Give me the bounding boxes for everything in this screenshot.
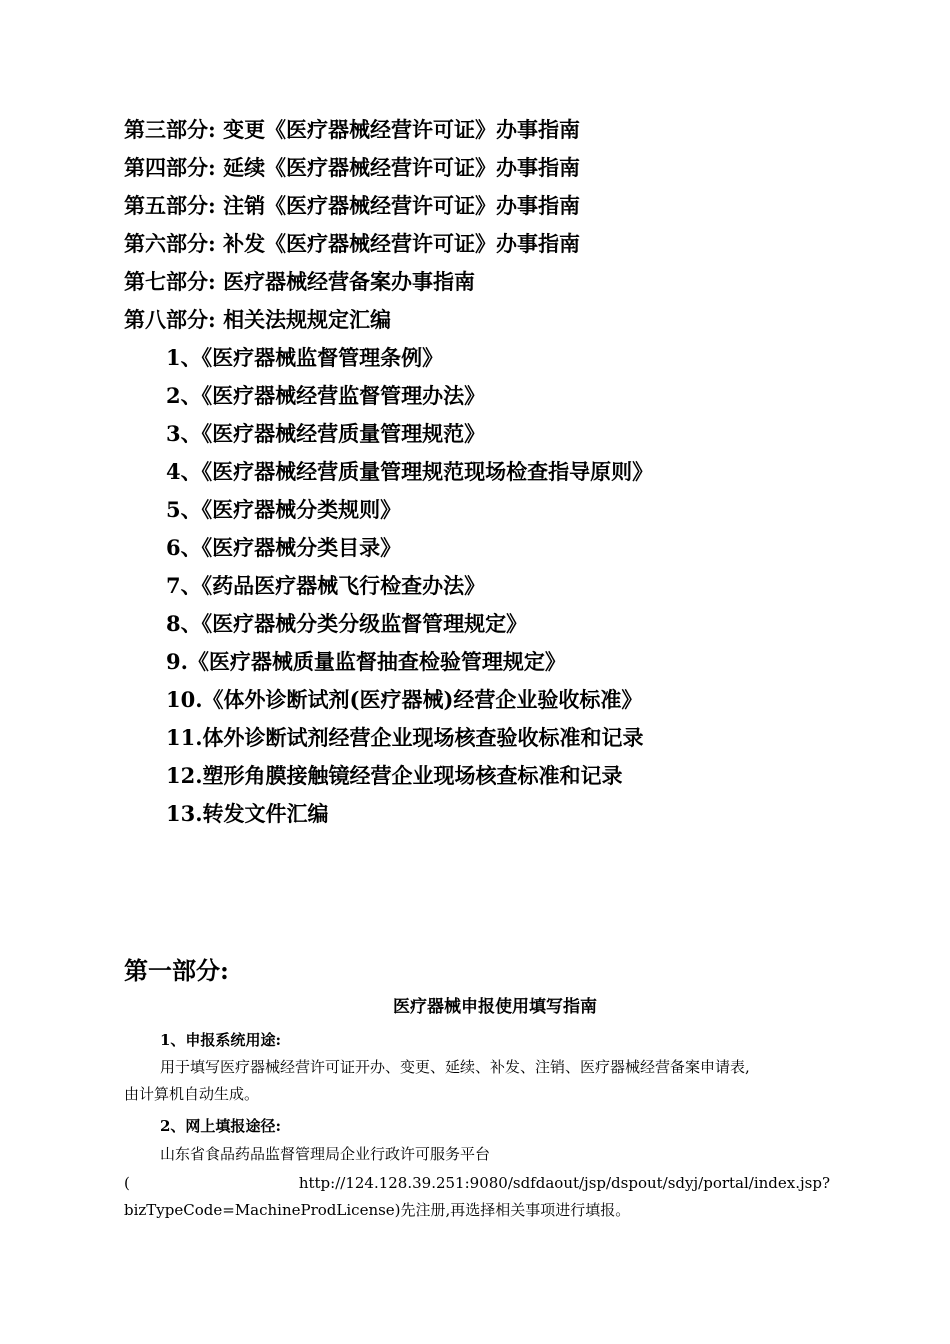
regulation-item-9: 9.《医疗器械质量监督抽查检验管理规定》 [166,649,566,674]
regulation-item-4: 4、《医疗器械经营质量管理规范现场检查指导原则》 [166,459,654,484]
section-heading: 第一部分: [124,956,229,985]
regulation-item-12: 12.塑形角膜接触镜经营企业现场核查标准和记录 [166,763,623,788]
toc-part-4: 第四部分: 延续《医疗器械经营许可证》办事指南 [124,155,581,180]
url-open-paren: ( [124,1174,130,1192]
regulation-item-6: 6、《医疗器械分类目录》 [166,535,402,560]
purpose-line-2: 由计算机自动生成。 [124,1085,260,1103]
regulation-item-11: 11.体外诊断试剂经营企业现场核查验收标准和记录 [166,725,644,750]
guide-title: 医疗器械申报使用填写指南 [393,997,597,1017]
toc-part-6: 第六部分: 补发《医疗器械经营许可证》办事指南 [124,231,581,256]
regulation-item-3: 3、《医疗器械经营质量管理规范》 [166,421,486,446]
regulation-item-1: 1、《医疗器械监督管理条例》 [166,345,444,370]
regulation-item-13: 13.转发文件汇编 [166,801,329,826]
regulation-item-10: 10.《体外诊断试剂(医疗器械)经营企业验收标准》 [166,687,643,712]
toc-part-7: 第七部分: 医疗器械经营备案办事指南 [124,269,476,294]
platform-url: http://124.128.39.251:9080/sdfdaout/jsp/dspout/sdyj/portal/index.jsp? [298,1174,830,1192]
online-heading: 2、网上填报途径: [160,1117,281,1135]
toc-part-5: 第五部分: 注销《医疗器械经营许可证》办事指南 [124,193,581,218]
toc-part-3: 第三部分: 变更《医疗器械经营许可证》办事指南 [124,117,581,142]
regulation-item-8: 8、《医疗器械分类分级监督管理规定》 [166,611,528,636]
regulation-item-2: 2、《医疗器械经营监督管理办法》 [166,383,486,408]
platform-name: 山东省食品药品监督管理局企业行政许可服务平台 [160,1145,491,1163]
purpose-line-1: 用于填写医疗器械经营许可证开办、变更、延续、补发、注销、医疗器械经营备案申请表, [160,1058,750,1076]
toc-part-8: 第八部分: 相关法规规定汇编 [124,307,392,332]
regulation-item-7: 7、《药品医疗器械飞行检查办法》 [166,573,486,598]
url-continuation: bizTypeCode=MachineProdLicense)先注册,再选择相关事项进行填报。 [124,1201,631,1219]
regulation-item-5: 5、《医疗器械分类规则》 [166,497,402,522]
purpose-heading: 1、申报系统用途: [160,1031,281,1049]
